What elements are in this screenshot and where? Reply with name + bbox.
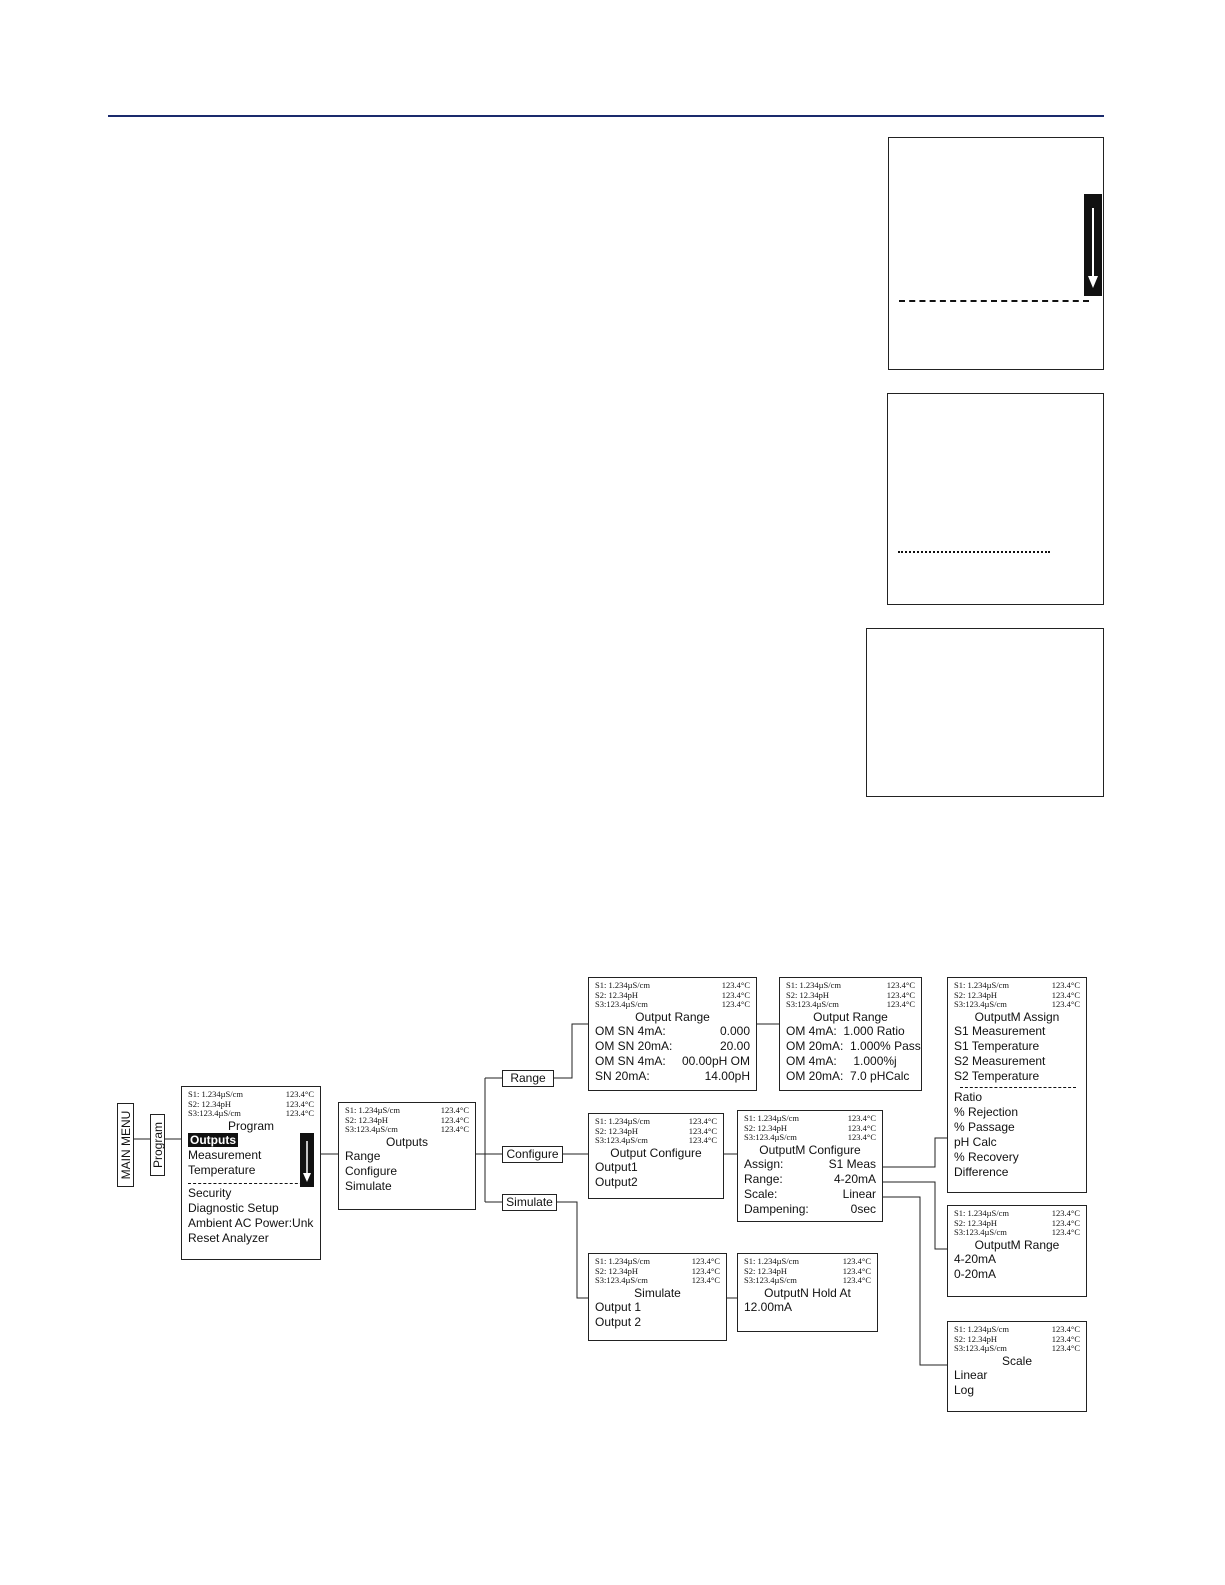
menu-item-output-2[interactable]: Output 2 <box>595 1314 642 1329</box>
status-line: S3:123.4µS/cm 123.4°C <box>954 1343 1080 1353</box>
range-row[interactable]: OM 4mA: 1.000 Ratio <box>786 1023 905 1038</box>
status-line: S1: 1.234µS/cm 123.4°C <box>345 1105 469 1115</box>
menu-item-configure[interactable]: Configure <box>345 1163 398 1178</box>
main-menu-label[interactable] <box>117 1103 134 1187</box>
status-line: S1: 1.234µS/cm 123.4°C <box>744 1256 871 1266</box>
status-line: S1: 1.234µS/cm 123.4°C <box>786 980 915 990</box>
status-line: S2: 12.34pH 123.4°C <box>744 1122 876 1133</box>
configure-tag[interactable]: Configure <box>502 1146 563 1163</box>
screen-title: Output Configure <box>610 1145 702 1160</box>
status-line: S3:123.4µS/cm 123.4°C <box>188 1108 314 1118</box>
scale-screen <box>947 1321 1087 1412</box>
output-hold-screen <box>737 1253 878 1332</box>
status-line: S3:123.4µS/cm 123.4°C <box>595 1275 720 1285</box>
status-line: S2: 12.34pH 123.4°C <box>954 1333 1080 1344</box>
config-row-dampening[interactable]: Dampening: 0sec <box>744 1201 876 1216</box>
outputs-screen <box>338 1102 476 1210</box>
status-line: S1: 1.234µS/cm 123.4°C <box>954 1208 1080 1218</box>
range-row[interactable]: OM 20mA: 7.0 pHCalc <box>786 1068 910 1083</box>
status-line: S2: 12.34pH 123.4°C <box>786 989 915 1000</box>
menu-item-ambient-ac-power[interactable]: Ambient AC Power:Unk <box>188 1215 314 1230</box>
screen-title: Simulate <box>634 1285 681 1300</box>
scrollbar[interactable] <box>300 1133 314 1187</box>
screen-title: Outputs <box>385 1134 429 1149</box>
outputm-range-screen <box>947 1205 1087 1297</box>
status-line: S3:123.4µS/cm 123.4°C <box>786 999 915 1009</box>
config-row-range[interactable]: Range: 4-20mA <box>744 1171 876 1186</box>
program-screen <box>181 1086 321 1260</box>
screen-title: OutputM Assign <box>974 1009 1060 1024</box>
assign-item[interactable]: S1 Temperature <box>954 1038 1040 1053</box>
status-line: S3:123.4µS/cm 123.4°C <box>345 1124 469 1134</box>
separator <box>188 1183 308 1184</box>
config-row-scale[interactable]: Scale: Linear <box>744 1186 876 1201</box>
menu-item-reset-analyzer[interactable]: Reset Analyzer <box>188 1230 269 1245</box>
status-line: S3:123.4µS/cm 123.4°C <box>954 999 1080 1009</box>
status-line: S1: 1.234µS/cm 123.4°C <box>188 1089 314 1099</box>
range-row[interactable]: OM 4mA: 1.000%j <box>786 1053 897 1068</box>
status-line: S3:123.4µS/cm 123.4°C <box>744 1275 871 1285</box>
menu-item-simulate[interactable]: Simulate <box>345 1178 392 1193</box>
assign-item[interactable]: % Recovery <box>954 1149 1019 1164</box>
program-label[interactable] <box>150 1114 165 1176</box>
assign-item[interactable]: S2 Measurement <box>954 1053 1046 1068</box>
screen-title: OutputM Range <box>974 1237 1060 1252</box>
range-row[interactable]: OM SN 4mA: 00.00pH OM <box>595 1053 750 1068</box>
main-menu-text: MAIN MENU <box>118 1110 133 1180</box>
status-line: S3:123.4µS/cm 123.4°C <box>744 1132 876 1142</box>
range-row[interactable]: OM SN 20mA: 20.00 <box>595 1038 750 1053</box>
simulate-tag[interactable]: Simulate <box>502 1194 557 1211</box>
status-line: S3:123.4µS/cm 123.4°C <box>595 999 750 1009</box>
status-line: S2: 12.34pH 123.4°C <box>744 1265 871 1276</box>
range-tag[interactable]: Range <box>502 1070 554 1087</box>
menu-item-temperature[interactable]: Temperature <box>188 1162 256 1177</box>
range-row[interactable]: OM 20mA: 1.000% Pass <box>786 1038 921 1053</box>
output-range-screen <box>588 977 757 1091</box>
screen-title: Program <box>227 1118 274 1133</box>
status-line: S1: 1.234µS/cm 123.4°C <box>954 1324 1080 1334</box>
status-line: S2: 12.34pH 123.4°C <box>595 989 750 1000</box>
status-line: S2: 12.34pH 123.4°C <box>595 1125 717 1136</box>
scale-option[interactable]: Linear <box>954 1367 988 1382</box>
screen-title: Output Range <box>635 1009 710 1024</box>
range-option[interactable]: 0-20mA <box>954 1266 997 1281</box>
status-line: S2: 12.34pH 123.4°C <box>954 989 1080 1000</box>
screen-title: Output Range <box>813 1009 888 1024</box>
assign-item[interactable]: Difference <box>954 1164 1009 1179</box>
output-configure-screen <box>588 1113 724 1199</box>
status-line: S3:123.4µS/cm 123.4°C <box>595 1135 717 1145</box>
down-arrow-icon <box>300 1133 314 1187</box>
screen-title: Scale <box>1001 1353 1033 1368</box>
status-line: S2: 12.34pH 123.4°C <box>188 1098 314 1109</box>
outputm-configure-screen <box>737 1110 883 1222</box>
menu-item-outputs[interactable]: Outputs <box>190 1132 236 1147</box>
screen-title: OutputM Configure <box>759 1142 861 1157</box>
status-line: S2: 12.34pH 123.4°C <box>595 1265 720 1276</box>
range-option[interactable]: 4-20mA <box>954 1251 997 1266</box>
menu-item-output-1[interactable]: Output 1 <box>595 1299 642 1314</box>
assign-item[interactable]: S2 Temperature <box>954 1068 1040 1083</box>
outputm-assign-screen <box>947 977 1087 1193</box>
assign-item[interactable]: % Passage <box>954 1119 1015 1134</box>
menu-item-measurement[interactable]: Measurement <box>188 1147 262 1162</box>
assign-item[interactable]: Ratio <box>954 1089 983 1104</box>
menu-item-output1[interactable]: Output1 <box>595 1159 638 1174</box>
output-range-alt-screen <box>779 977 922 1091</box>
scale-option[interactable]: Log <box>954 1382 975 1397</box>
status-line: S1: 1.234µS/cm 123.4°C <box>954 980 1080 990</box>
assign-item[interactable]: S1 Measurement <box>954 1023 1046 1038</box>
assign-item[interactable]: % Rejection <box>954 1104 1019 1119</box>
status-line: S1: 1.234µS/cm 123.4°C <box>744 1113 876 1123</box>
config-row-assign[interactable]: Assign: S1 Meas <box>744 1156 876 1171</box>
menu-item-security[interactable]: Security <box>188 1185 232 1200</box>
status-line: S2: 12.34pH 123.4°C <box>345 1114 469 1125</box>
range-row[interactable]: SN 20mA: 14.00pH <box>595 1068 750 1083</box>
menu-item-diagnostic-setup[interactable]: Diagnostic Setup <box>188 1200 279 1215</box>
hold-value[interactable]: 12.00mA <box>744 1299 793 1314</box>
status-line: S1: 1.234µS/cm 123.4°C <box>595 1116 717 1126</box>
status-line: S2: 12.34pH 123.4°C <box>954 1217 1080 1228</box>
program-text: Program <box>150 1121 165 1169</box>
range-row[interactable]: OM SN 4mA: 0.000 <box>595 1023 750 1038</box>
screen-title: OutputN Hold At <box>764 1285 851 1300</box>
assign-item[interactable]: pH Calc <box>954 1134 997 1149</box>
menu-item-range[interactable]: Range <box>345 1148 381 1163</box>
simulate-screen <box>588 1253 727 1341</box>
status-line: S3:123.4µS/cm 123.4°C <box>954 1227 1080 1237</box>
status-line: S1: 1.234µS/cm 123.4°C <box>595 980 750 990</box>
separator <box>960 1087 1076 1088</box>
menu-item-output2[interactable]: Output2 <box>595 1174 638 1189</box>
status-line: S1: 1.234µS/cm 123.4°C <box>595 1256 720 1266</box>
